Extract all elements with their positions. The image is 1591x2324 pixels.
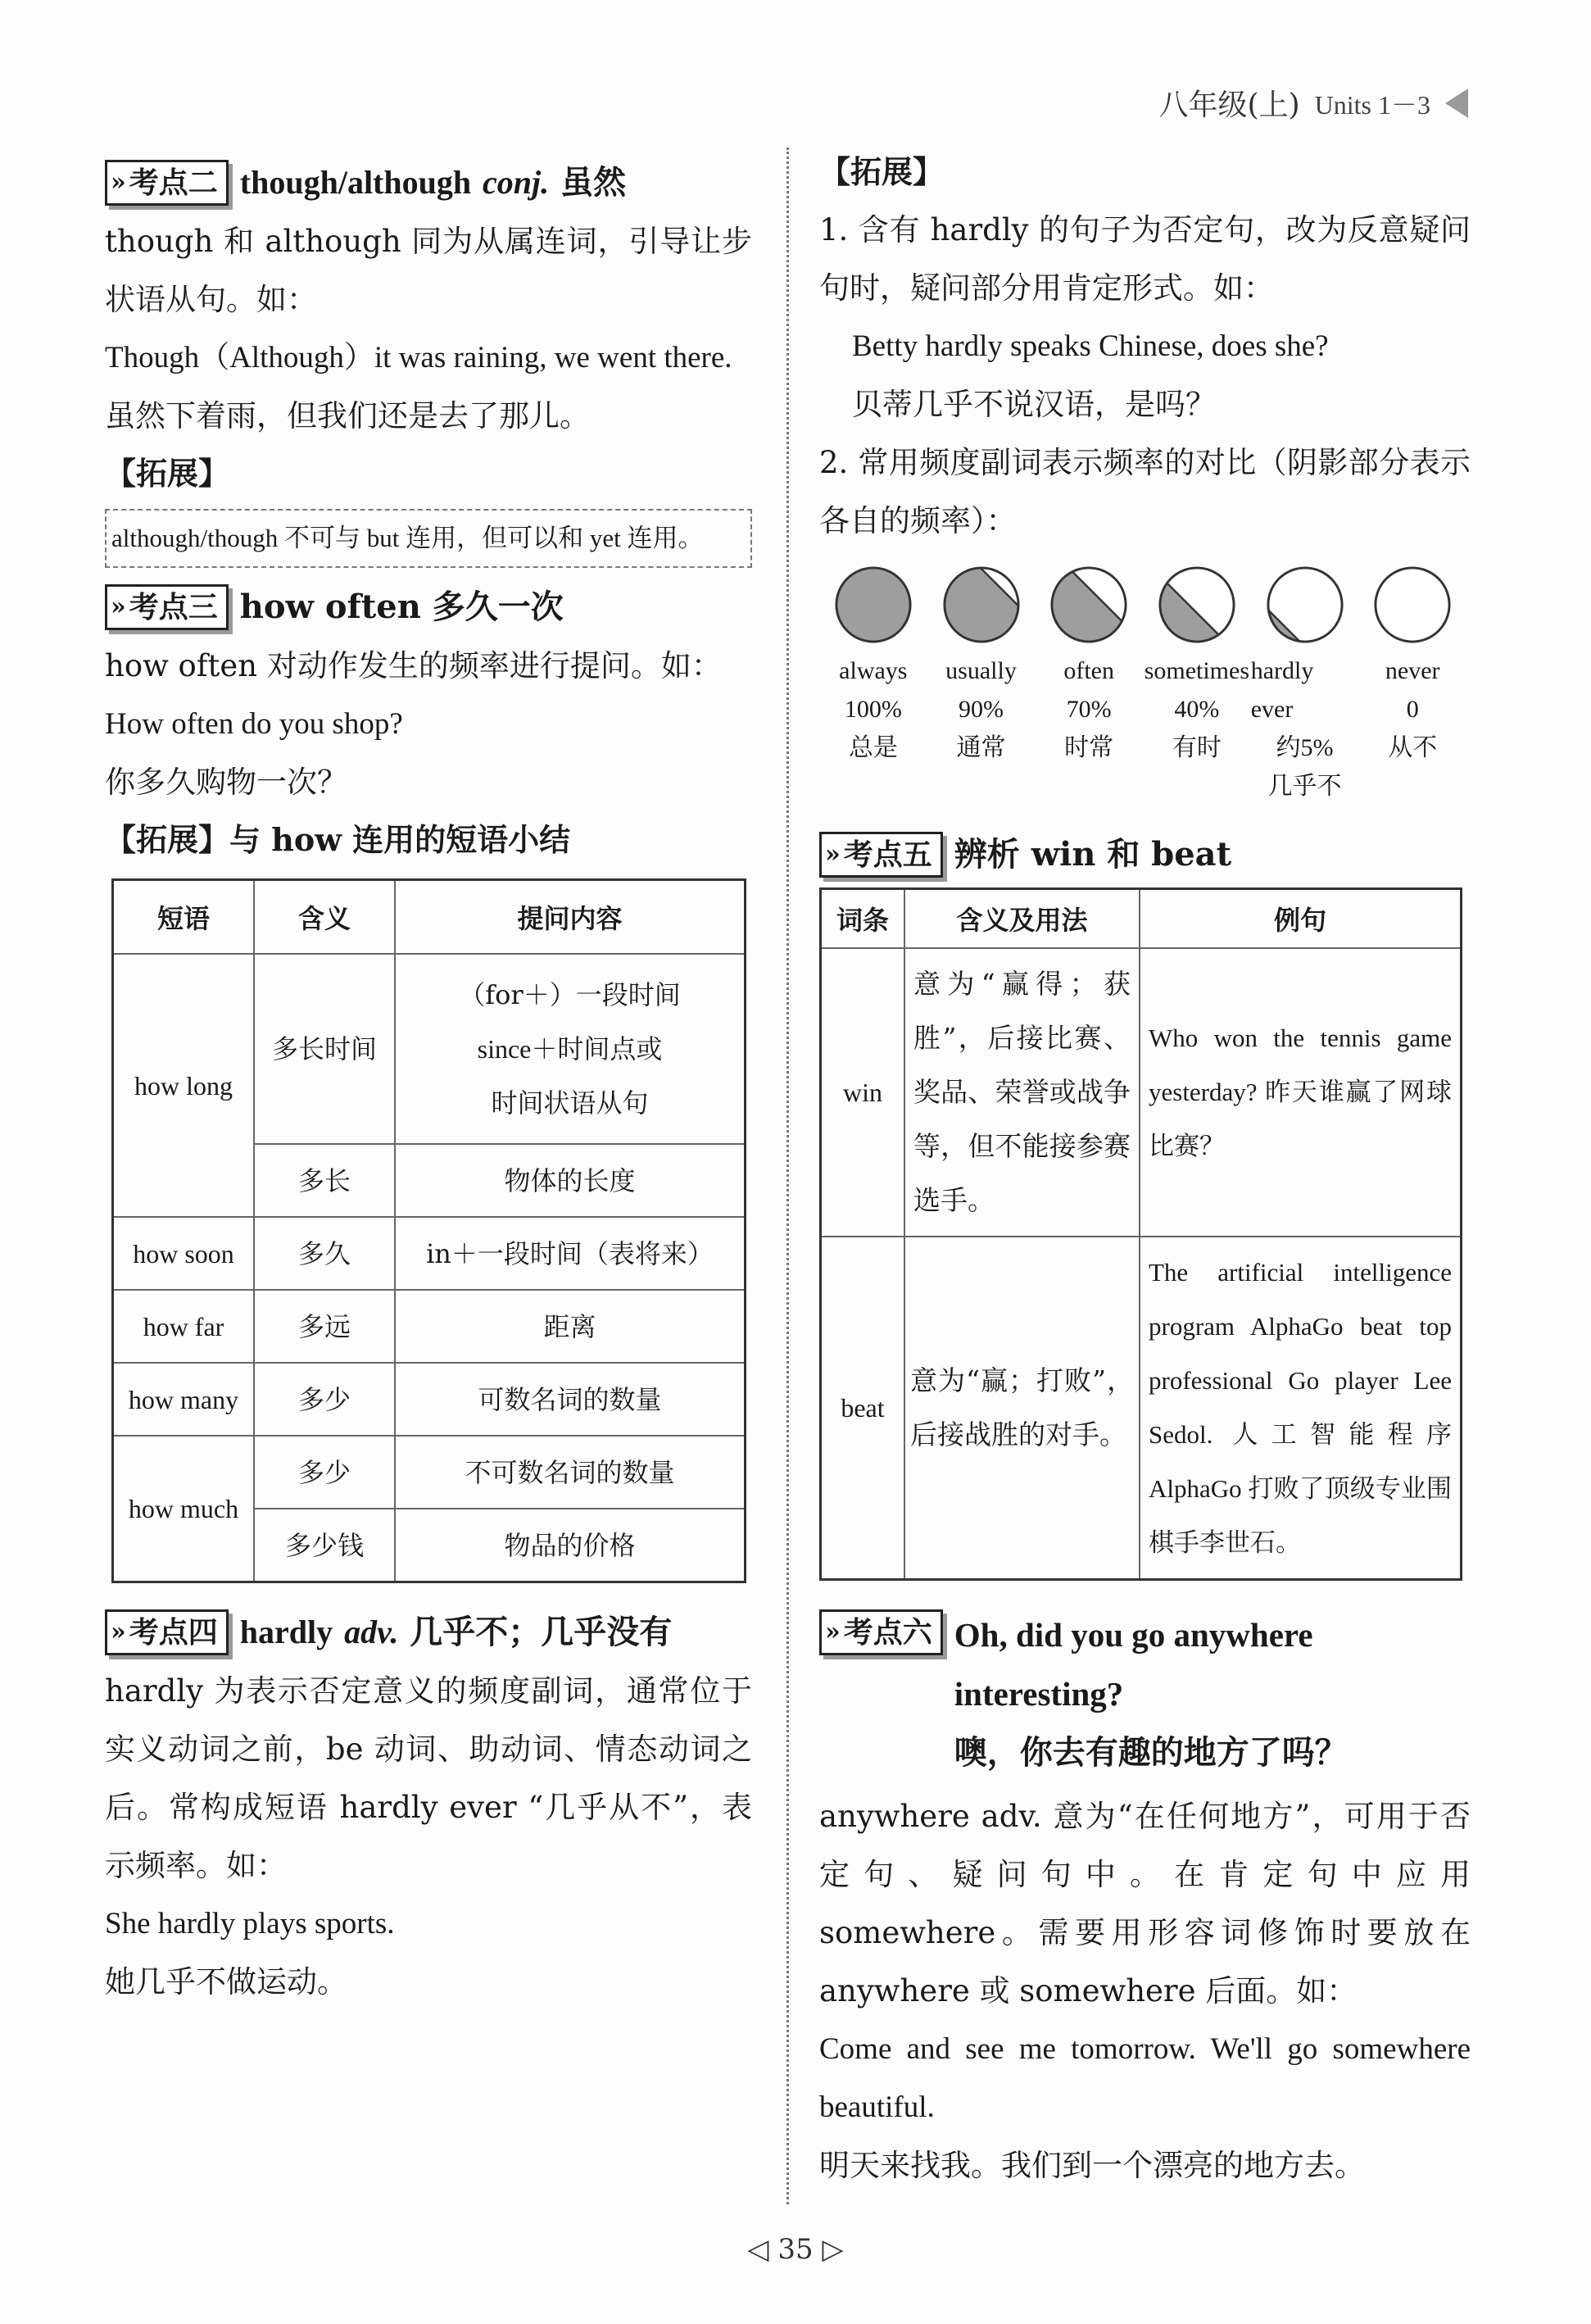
part-of-speech: adv.	[344, 1614, 399, 1650]
frequency-item	[1358, 565, 1466, 806]
phrase-cell: how many	[113, 1363, 255, 1436]
content-cell: in＋一段时间（表将来）	[395, 1217, 746, 1290]
double-chevron-icon: »	[111, 1618, 126, 1646]
frequency-word: usually	[945, 657, 1017, 684]
example-cn: 她几乎不做运动。	[105, 1964, 347, 1999]
frequency-item	[1251, 565, 1359, 806]
section-title: though/although	[239, 164, 472, 201]
meaning-cell: 多长	[254, 1144, 395, 1217]
page-number-value: 35	[777, 2233, 814, 2266]
frequency-pct: 约5%	[1276, 734, 1334, 761]
section-title: 辨析 win 和 beat	[954, 835, 1232, 874]
right-column	[819, 152, 1471, 2195]
section-heading-k2	[105, 158, 752, 207]
frequency-circle	[941, 565, 1022, 645]
section-heading-k3	[105, 583, 752, 632]
frequency-pct: 40%	[1174, 696, 1220, 723]
section-badge: » 考点四	[105, 1609, 229, 1655]
double-chevron-icon: »	[825, 1618, 841, 1646]
table-header: 短语	[113, 880, 255, 955]
meaning-cell: 多少钱	[254, 1509, 395, 1582]
meaning-cell: 多远	[254, 1290, 395, 1363]
frequency-cn: 时常	[1064, 733, 1114, 762]
content-cell: 可数名词的数量	[395, 1363, 746, 1436]
frequency-circle	[1372, 565, 1453, 645]
table-row	[113, 1436, 746, 1509]
meaning-cell: 多长时间	[254, 954, 395, 1144]
double-chevron-icon: »	[111, 592, 126, 621]
frequency-pct: 100%	[844, 696, 902, 723]
content-line: since＋时间点或	[477, 1034, 663, 1064]
frequency-word: never	[1385, 657, 1440, 684]
section-meaning: 几乎不；几乎没有	[410, 1613, 673, 1651]
content-cell: 不可数名词的数量	[395, 1436, 746, 1509]
example-cell: The artificial intelligence program AlphaGo beat top professional Go player Lee Sedol. 人工智能程序 AlphaGo 打败了顶级专业围棋手李世石。	[1140, 1237, 1462, 1580]
left-column	[105, 152, 752, 2011]
explanation-text: anywhere adv. 意为“在任何地方”，可用于否定句、疑问句中。在肯定句中应用 somewhere。需要用形容词修饰时要放在 anywhere 或 somewhere 后面。如：	[819, 1799, 1471, 2009]
running-header	[1159, 82, 1468, 124]
section-heading-k4	[105, 1608, 752, 1657]
frequency-diagram	[819, 565, 1466, 806]
how-phrases-table	[111, 878, 746, 1583]
frequency-item	[1035, 565, 1143, 806]
frequency-cn: 从不	[1388, 733, 1438, 762]
extension-label: 【拓展】	[105, 455, 230, 492]
phrase-cell: how much	[113, 1436, 255, 1582]
table-header: 含义	[254, 880, 395, 955]
example-cn: 贝蒂几乎不说汉语，是吗？	[852, 387, 1216, 422]
phrase-cell: how far	[113, 1290, 255, 1363]
example-cn: 虽然下着雨，但我们还是去了那儿。	[105, 398, 590, 433]
explanation-text: how often 对动作发生的频率进行提问。如：	[105, 648, 722, 683]
explanation-text: hardly 为表示否定意义的频度副词，通常位于实义动词之前，be 动词、助动词、情态动词之后。常构成短语 hardly ever “几乎从不”，表示频率。如：	[105, 1673, 752, 1883]
frequency-cn: 几乎不	[1267, 772, 1342, 801]
table-row	[113, 954, 746, 1144]
table-header-row	[113, 880, 746, 955]
frequency-circle	[833, 565, 913, 645]
meaning-cell: 多少	[254, 1436, 395, 1509]
frequency-pct: 70%	[1066, 696, 1112, 723]
section-badge: » 考点五	[819, 832, 943, 878]
table-header: 含义及用法	[904, 889, 1140, 949]
frequency-word: often	[1063, 657, 1114, 684]
usage-cell: 意为“赢得；获胜”，后接比赛、奖品、荣誉或战争等，但不能接参赛选手。	[904, 948, 1140, 1237]
section-heading-k6	[819, 1605, 1471, 1782]
section-badge: » 考点二	[105, 160, 229, 206]
units-label: Units 1－3	[1314, 89, 1430, 120]
grade-label: 八年级(上)	[1158, 89, 1300, 122]
table-row	[113, 1217, 746, 1290]
extension-label: 【拓展】	[819, 153, 945, 190]
meaning-cell: 多久	[254, 1217, 395, 1290]
example-en: Betty hardly speaks Chinese, does she?	[852, 329, 1329, 363]
frequency-word: hardly ever	[1250, 657, 1314, 723]
table-row	[821, 1237, 1462, 1580]
section-title: hardly	[239, 1614, 333, 1650]
double-chevron-icon: »	[825, 840, 841, 869]
word-cell: beat	[821, 1237, 905, 1580]
extension-note-box	[105, 509, 752, 568]
example-en: She hardly plays sports.	[105, 1907, 395, 1940]
frequency-word: always	[839, 657, 908, 684]
extension-note: although/though 不可与 but 连用，但可以和 yet 连用。	[111, 524, 704, 552]
frequency-pct: 0	[1406, 696, 1419, 723]
content-cell: 物品的价格	[395, 1509, 746, 1582]
table-header: 提问内容	[395, 880, 746, 955]
table-row	[113, 1290, 746, 1363]
content-line: （for＋）一段时间	[459, 979, 681, 1010]
table-header: 词条	[821, 889, 905, 949]
table-header: 例句	[1140, 889, 1462, 949]
section-badge: » 考点三	[105, 584, 229, 630]
section-meaning: 虽然	[560, 163, 627, 202]
table-row	[113, 1363, 746, 1436]
section-title: how often 多久一次	[239, 588, 564, 626]
part-of-speech: conj.	[483, 164, 550, 201]
example-cell: Who won the tennis game yesterday? 昨天谁赢了网球比赛？	[1140, 948, 1462, 1237]
explanation-text: though 和 although 同为从属连词，引导让步状语从句。如：	[105, 224, 752, 317]
table-header-row	[821, 889, 1462, 949]
frequency-circle	[1049, 565, 1129, 645]
column-divider	[786, 148, 789, 2204]
section-badge: » 考点六	[819, 1609, 943, 1655]
section-title-en: Oh, did you go anywhere interesting?	[954, 1616, 1313, 1713]
content-cell: 物体的长度	[395, 1144, 746, 1217]
frequency-pct: 90%	[959, 696, 1004, 723]
table-row	[821, 948, 1462, 1237]
win-beat-table	[819, 887, 1462, 1581]
content-cell: 距离	[395, 1290, 746, 1363]
example-en: How often do you shop?	[105, 707, 403, 741]
frequency-circle	[1157, 565, 1237, 645]
extension-label: 【拓展】与 how 连用的短语小结	[105, 821, 571, 858]
page-number: ◁ 35 ▷	[747, 2233, 844, 2266]
frequency-cn: 通常	[956, 733, 1006, 762]
example-en: Come and see me tomorrow. We'll go somewhere beautiful.	[819, 2032, 1471, 2124]
frequency-word: sometimes	[1144, 657, 1250, 684]
meaning-cell: 多少	[254, 1363, 395, 1436]
triangle-icon	[1445, 89, 1468, 118]
frequency-item	[927, 565, 1036, 806]
example-cn: 明天来找我。我们到一个漂亮的地方去。	[819, 2148, 1365, 2183]
frequency-cn: 有时	[1172, 733, 1222, 762]
section-title-cn: 噢，你去有趣的地方了吗？	[954, 1733, 1348, 1772]
frequency-item	[819, 565, 927, 806]
content-line: 时间状语从句	[491, 1087, 649, 1119]
usage-cell: 意为“赢；打败”，后接战胜的对手。	[904, 1237, 1140, 1580]
frequency-cn: 总是	[848, 733, 898, 762]
extension-item-2: 2. 常用频度副词表示频率的对比（阴影部分表示各自的频率）：	[819, 445, 1471, 538]
example-en: Though（Although）it was raining, we went there.	[105, 341, 732, 374]
frequency-item	[1143, 565, 1251, 806]
phrase-cell: how long	[113, 954, 255, 1217]
frequency-circle	[1265, 565, 1345, 645]
section-heading-k5	[819, 830, 1471, 879]
word-cell: win	[821, 948, 905, 1237]
phrase-cell: how soon	[113, 1217, 255, 1290]
double-chevron-icon: »	[111, 168, 126, 197]
extension-item-1: 1. 含有 hardly 的句子为否定句，改为反意疑问句时，疑问部分用肯定形式。如：	[819, 212, 1471, 306]
example-cn: 你多久购物一次？	[105, 765, 347, 800]
content-cell	[395, 954, 746, 1144]
